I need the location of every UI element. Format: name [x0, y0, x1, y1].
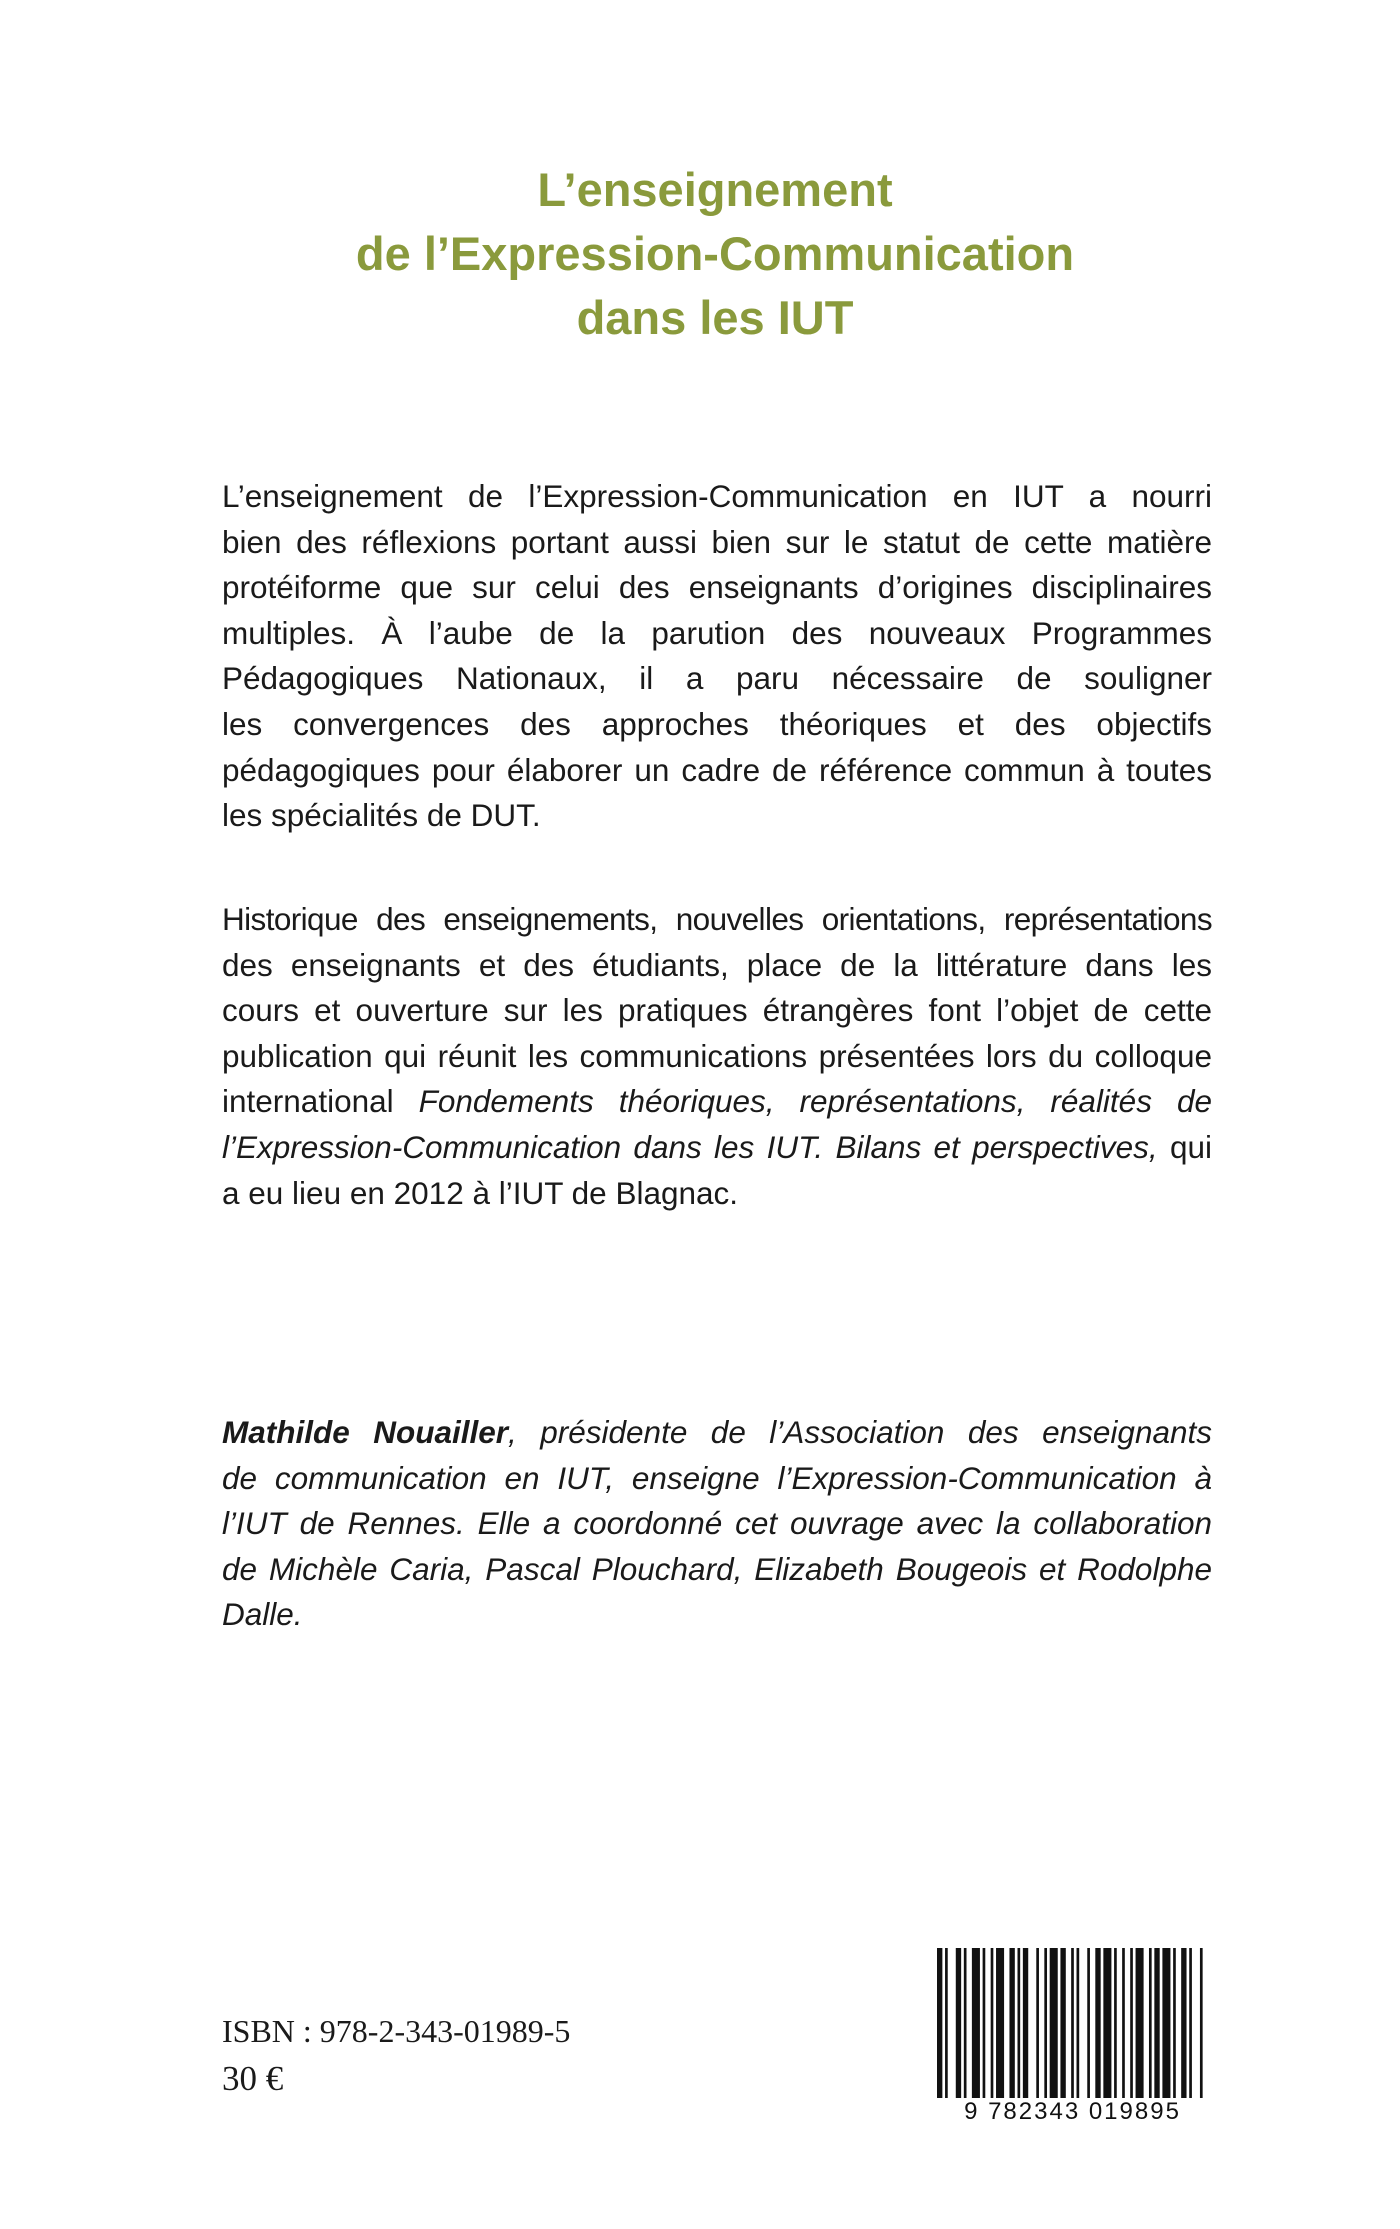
author-bio	[222, 1410, 1212, 1638]
barcode-bar	[996, 1948, 1004, 2098]
paragraph-line: l’IUT de Rennes. Elle a coordonné cet ouvrage avec la collaboration	[222, 1505, 1212, 1542]
plain-text: qui	[1157, 1128, 1212, 1165]
barcode-bar	[937, 1948, 942, 2098]
barcode-bar	[1095, 1948, 1100, 2098]
colloquium-title: Fondements théoriques, représentations, réalités de	[418, 1083, 1212, 1120]
barcode-bar	[945, 1948, 948, 2098]
barcode-bar	[1077, 1948, 1080, 2098]
isbn-price-block	[222, 2008, 570, 2102]
barcode-bar	[1181, 1948, 1186, 2098]
barcode-bar	[1149, 1948, 1152, 2098]
paragraph-line: a eu lieu en 2012 à l’IUT de Blagnac.	[222, 1174, 739, 1211]
barcode	[937, 1948, 1208, 2098]
paragraph-line: de Michèle Caria, Pascal Plouchard, Elizabeth Bougeois et Rodolphe	[222, 1550, 1212, 1587]
barcode-bar	[1044, 1948, 1047, 2098]
barcode-bar	[964, 1948, 967, 2098]
paragraph-line: Dalle.	[222, 1596, 303, 1633]
title-line-2: de l’Expression-Communication	[355, 227, 1075, 280]
barcode-bar	[1071, 1948, 1074, 2098]
barcode-bar	[956, 1948, 961, 2098]
paragraph-line: protéiforme que sur celui des enseignants d’origines disciplinaires	[222, 569, 1212, 606]
barcode-bar	[1154, 1948, 1159, 2098]
barcode-bar	[1189, 1948, 1192, 2098]
bio-text: , présidente de l’Association des enseignants	[508, 1414, 1212, 1450]
barcode-bar	[1122, 1948, 1125, 2098]
barcode-bar	[1130, 1948, 1133, 2098]
barcode-bar	[983, 1948, 986, 2098]
colloquium-title: l’Expression-Communication dans les IUT. Bilans et perspectives,	[222, 1128, 1158, 1165]
paragraph-line: les convergences des approches théoriques et des objectifs	[222, 705, 1212, 742]
paragraph-line: multiples. À l’aube de la parution des nouveaux Programmes	[222, 614, 1212, 651]
barcode-digits: 9 782343 019895	[964, 2098, 1181, 2125]
barcode-bar	[1009, 1948, 1014, 2098]
barcode-bar	[1173, 1948, 1176, 2098]
barcode-bar	[972, 1948, 980, 2098]
author-name: Mathilde Nouailler	[222, 1414, 509, 1450]
paragraph-line: les spécialités de DUT.	[222, 797, 541, 834]
paragraph-line: bien des réflexions portant aussi bien sur le statut de cette matière	[222, 523, 1212, 560]
paragraph-line: publication qui réunit les communications présentées lors du colloque	[222, 1037, 1212, 1074]
barcode-bar	[1060, 1948, 1065, 2098]
barcode-bar	[1050, 1948, 1058, 2098]
barcode-bar	[1114, 1948, 1117, 2098]
paragraph-line: des enseignants et des étudiants, place de la littérature dans les	[222, 946, 1212, 983]
barcode-bar	[1136, 1948, 1144, 2098]
paragraph-line: Pédagogiques Nationaux, il a paru nécessaire de souligner	[222, 660, 1212, 697]
paragraph-line: pédagogiques pour élaborer un cadre de référence commun à toutes	[222, 751, 1212, 788]
book-title	[0, 158, 1400, 350]
paragraph-line: L’enseignement de l’Expression-Communication en IUT a nourri	[222, 478, 1212, 514]
title-line-1: L’enseignement	[537, 163, 893, 216]
paragraph-line	[222, 1410, 1212, 1456]
barcode-bar	[1103, 1948, 1111, 2098]
paragraph-line: de communication en IUT, enseigne l’Expression-Communication à	[222, 1459, 1212, 1496]
price-text: 30 €	[222, 2059, 284, 2098]
paragraph-line	[222, 1125, 1212, 1171]
summary-paragraph-1	[222, 474, 1212, 839]
barcode-bar	[1162, 1948, 1170, 2098]
plain-text: international	[222, 1083, 419, 1120]
barcode-bar	[1036, 1948, 1039, 2098]
barcode-bar	[1200, 1948, 1203, 2098]
paragraph-line: cours et ouverture sur les pratiques étrangères font l’objet de cette	[222, 992, 1212, 1029]
barcode-bar	[991, 1948, 994, 2098]
paragraph-line: Historique des enseignements, nouvelles orientations, représentations	[222, 901, 1212, 937]
barcode-bar	[1087, 1948, 1090, 2098]
paragraph-line	[222, 1079, 1212, 1125]
isbn-text: ISBN : 978-2-343-01989-5	[222, 2013, 571, 2049]
summary-paragraph-2	[222, 897, 1212, 1216]
title-line-3: dans les IUT	[576, 291, 854, 344]
barcode-bar	[1023, 1948, 1028, 2098]
barcode-bar	[1018, 1948, 1021, 2098]
